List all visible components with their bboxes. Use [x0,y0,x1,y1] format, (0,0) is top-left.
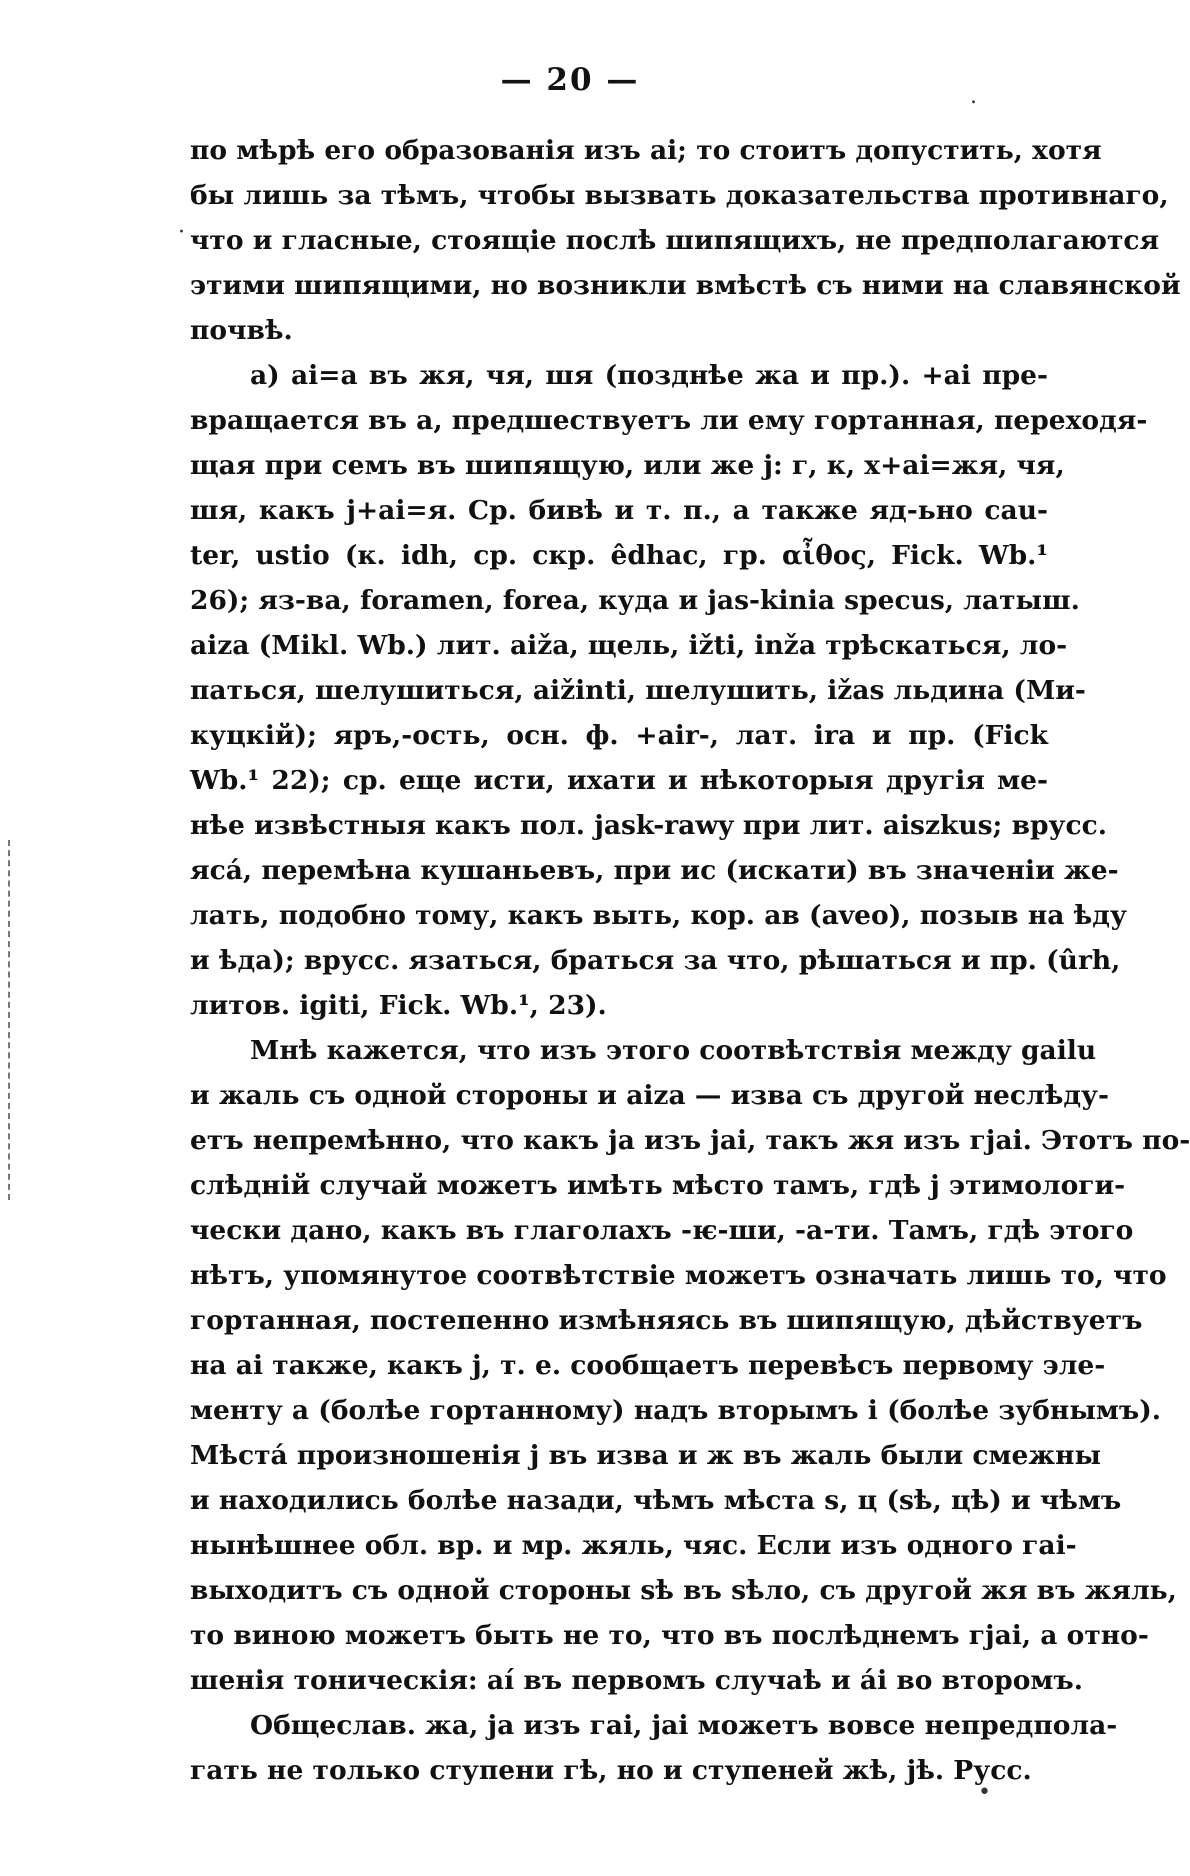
text-line: почвѣ. [190,315,293,346]
text-line: вращается въ а, предшествуетъ ли ему гортанная, переходя- [190,405,1148,436]
text-line: нынѣшнее обл. вр. и мр. жяль, чяс. Если изъ одного гаі- [190,1530,1077,1561]
text-line: шенія тоническія: aí въ первомъ случаѣ и ái во второмъ. [190,1665,1083,1696]
text-line: шя, какъ j+ai=я. Ср. бивѣ и т. п., а также яд-ьно cau- [190,495,1048,526]
text-line: гать не только ступени гѣ, но и ступеней жѣ, jѣ. Русс. [190,1755,1032,1786]
text-line: то виною можетъ быть не то, что въ послѣднемъ гjai, а отно- [190,1620,1149,1651]
text-line: Общеслав. жа, ja изъ гаі, jai можетъ вовсе непредпола- [250,1710,1118,1741]
text-line: на ai также, какъ j, т. е. сообщаетъ перевѣсъ первому эле- [190,1350,1106,1381]
text-line: нѣтъ, упомянутое соотвѣтствіе можетъ означать лишь то, что [190,1260,1167,1291]
scan-dot-mark: . [970,84,977,109]
body-text [190,128,1190,1793]
text-line: бы лишь за тѣмъ, чтобы вызвать доказательства противнаго, [190,180,1169,211]
text-line: что и гласные, стоящіе послѣ шипящихъ, не предполагаются [190,225,1160,256]
text-line: 26); яз-ва, foramen, forea, куда и jas-kinia specus, латыш. [190,585,1080,616]
text-line: по мѣрѣ его образованія изъ ai; то стоитъ допустить, хотя [190,135,1102,166]
page-number: — 20 — [500,62,640,98]
text-line: менту а (болѣе гортанному) надъ вторымъ і (болѣе зубнымъ). [190,1395,1161,1426]
text-line: гортанная, постепенно измѣняясь въ шипящую, дѣйствуетъ [190,1305,1143,1336]
text-line: нѣе извѣстныя какъ пол. jask-rawy при лит. aiszkus; вруcс. [190,810,1107,841]
scan-dot-mark: · [178,220,185,245]
text-line: и жаль съ одной стороны и aiza — изва съ другой неслѣду- [190,1080,1109,1111]
text-line: етъ непремѣнно, что какъ ja изъ jai, такъ жя изъ гjai. Этотъ по- [190,1125,1190,1156]
text-line: куцкій); яръ,-ость, осн. ф. +air-, лат. ira и пр. (Fick [190,720,1048,751]
text-line: слѣдній случай можетъ имѣть мѣсто тамъ, гдѣ j этимологи- [190,1170,1126,1201]
text-line: паться, шелушиться, aižinti, шелушить, ižas льдина (Ми- [190,675,1086,706]
text-line: и находились болѣе назади, чѣмъ мѣста s, ц (sѣ, цѣ) и чѣмъ [190,1485,1122,1516]
text-line: выходитъ съ одной стороны sѣ въ sѣло, съ другой жя въ жяль, [190,1575,1177,1606]
text-line: ter, ustio (к. idh, ср. скр. êdhac, гр. αἶθος, Fick. Wb.¹ [190,540,1048,571]
text-line: щая при семъ въ шипящую, или же j: г, к, х+ai=жя, чя, [190,450,1065,481]
text-line: этими шипящими, но возникли вмѣстѣ съ ними на славянской [190,270,1181,301]
margin-scan-marks [8,840,14,1200]
text-line: Мѣста́ произношенія j въ изва и ж въ жаль были смежны [190,1440,1102,1471]
text-line: aiza (Mikl. Wb.) лит. aiža, щель, ižti, inža трѣскаться, ло- [190,630,1068,661]
text-line: литов. igiti, Fick. Wb.¹, 23). [190,990,607,1021]
text-line: а) ai=a въ жя, чя, шя (позднѣе жа и пр.). +ai пре- [250,360,1048,391]
text-line: Wb.¹ 22); ср. еще исти, ихати и нѣкоторыя другія ме- [190,765,1048,796]
scan-dot-mark: • [978,1780,991,1805]
text-line: Мнѣ кажется, что изъ этого соотвѣтствія между gailu [250,1035,1097,1066]
text-line: и ѣда); вруcс. язаться, браться за что, рѣшаться и пр. (ûrh, [190,945,1121,976]
text-line: яса́, перемѣна кушаньевъ, при ис (искати) въ значеніи же- [190,855,1119,886]
text-line: лать, подобно тому, какъ выть, кор. ав (aveo), позыв на ѣду [190,900,1127,931]
text-line: чески дано, какъ въ глаголахъ -ѥ-ши, -а-ти. Тамъ, гдѣ этого [190,1215,1134,1246]
